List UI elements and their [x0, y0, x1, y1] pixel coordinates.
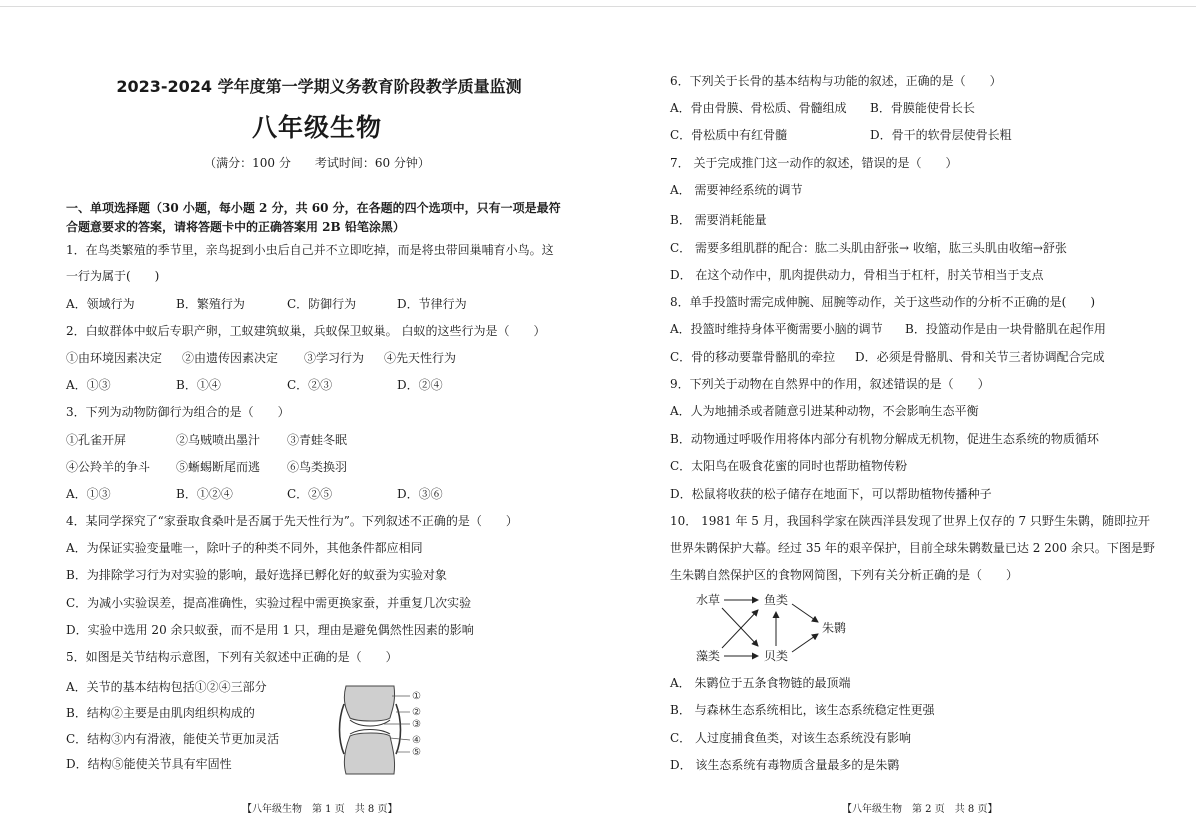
q3-statement-4: ④公羚羊的争斗: [66, 460, 151, 474]
q6-option-c: C．骨松质中有红骨髓: [670, 128, 788, 142]
joint-upper-bone: [344, 686, 394, 721]
q6-option-a: A．骨由骨膜、骨松质、骨髓组成: [670, 101, 847, 115]
q3-statement-1: ①孔雀开屏: [66, 433, 127, 447]
page-2-footer: 【八年级生物 第 2 页 共 8 页】: [842, 804, 998, 815]
q5-option-d: D．结构⑤能使关节具有牢固性: [66, 757, 232, 771]
q3-option-b: B．①②④: [176, 487, 233, 501]
q1-stem: 1．在鸟类繁殖的季节里，亲鸟捉到小虫后自己并不立即吃掉，而是将虫带回巢哺育小鸟。这: [66, 243, 554, 257]
node-shellfish: 贝类: [764, 649, 789, 663]
q7-option-a: A． 需要神经系统的调节: [670, 183, 803, 197]
joint-label-2: ②: [412, 707, 421, 718]
section-heading-cont: 合题意要求的答案，请将答题卡中的正确答案用 2B 铅笔涂黑）: [66, 220, 405, 234]
node-crested-ibis: 朱鹮: [822, 621, 847, 635]
joint-structure-diagram: [334, 684, 434, 776]
q2-statement-4: ④先天性行为: [384, 351, 457, 365]
q3-statement-5: ⑤蜥蜴断尾而逃: [176, 460, 261, 474]
q7-option-d: D． 在这个动作中，肌肉提供动力，骨相当于杠杆，肘关节相当于支点: [670, 268, 1044, 282]
q3-statement-3: ③青蛙冬眠: [287, 433, 348, 447]
q2-statement-1: ①由环境因素决定: [66, 351, 163, 365]
q2-option-b: B．①④: [176, 378, 221, 392]
q10-stem-cont-2: 生朱鹮自然保护区的食物网简图，下列有关分析正确的是（ ）: [670, 568, 1019, 582]
q4-option-c: C．为减小实验误差，提高准确性，实验过程中需更换家蚕，并重复几次实验: [66, 596, 472, 610]
q4-option-b: B．为排除学习行为对实验的影响，最好选择已孵化好的蚁蚕为实验对象: [66, 568, 447, 582]
q6-option-b: B．骨膜能使骨长长: [870, 101, 975, 115]
q1-option-d: D．节律行为: [397, 297, 467, 311]
q2-statement-3: ③学习行为: [304, 351, 365, 365]
q2-statement-2: ②由遗传因素决定: [182, 351, 279, 365]
joint-label-1: ①: [412, 691, 421, 702]
q10-option-a: A． 朱鹮位于五条食物链的最顶端: [670, 676, 851, 690]
q2-option-c: C．②③: [287, 378, 333, 392]
q6-option-d: D．骨干的软骨层使骨长粗: [870, 128, 1012, 142]
q3-option-a: A．①③: [66, 487, 111, 501]
q4-option-d: D．实验中选用 20 余只蚁蚕，而不是用 1 只，理由是避免偶然性因素的影响: [66, 623, 474, 637]
q8-stem: 8．单手投篮时需完成伸腕、屈腕等动作，关于这些动作的分析不正确的是( ): [670, 295, 1096, 309]
page-1-footer: 【八年级生物 第 1 页 共 8 页】: [242, 804, 398, 815]
q3-stem: 3．下列为动物防御行为组合的是（ ）: [66, 405, 290, 419]
q9-option-d: D．松鼠将收获的松子储存在地面下，可以帮助植物传播种子: [670, 487, 992, 501]
joint-label-4: ④: [412, 735, 421, 746]
joint-label-5: ⑤: [412, 747, 421, 758]
q2-option-d: D．②④: [397, 378, 443, 392]
arrow-shellfish-ibis: [792, 634, 818, 652]
arrow-algae-fish: [722, 610, 758, 648]
node-algae: 藻类: [696, 649, 721, 663]
q2-option-a: A．①③: [66, 378, 111, 392]
node-fish: 鱼类: [764, 593, 789, 607]
joint-lower-bone: [344, 733, 394, 774]
q7-stem: 7． 关于完成推门这一动作的叙述，错误的是（ ）: [670, 156, 958, 170]
q10-stem: 10． 1981 年 5 月，我国科学家在陕西洋县发现了世界上仅存的 7 只野生朱鹮，随即拉开: [670, 514, 1150, 528]
section-heading: 一、单项选择题（30 小题，每小题 2 分，共 60 分，在各题的四个选项中，只有一项是最符: [66, 201, 561, 215]
q9-option-c: C．太阳鸟在吸食花蜜的同时也帮助植物传粉: [670, 459, 908, 473]
q7-option-c: C． 需要多组肌群的配合：肱二头肌由舒张→ 收缩，肱三头肌由收缩→舒张: [670, 241, 1067, 255]
q5-option-c: C．结构③内有滑液，能使关节更加灵活: [66, 732, 280, 746]
q3-statement-2: ②乌贼喷出墨汁: [176, 433, 261, 447]
arrow-grass-shellfish: [722, 608, 758, 646]
q9-option-a: A．人为地捕杀或者随意引进某种动物，不会影响生态平衡: [670, 404, 979, 418]
q6-stem: 6．下列关于长骨的基本结构与功能的叙述，正确的是（ ）: [670, 74, 1002, 88]
q4-stem: 4．某同学探究了“家蚕取食桑叶是否属于先天性行为”。下列叙述不正确的是（ ）: [66, 514, 518, 528]
q8-option-b: B．投篮动作是由一块骨骼肌在起作用: [905, 322, 1106, 336]
node-water-grass: 水草: [696, 593, 721, 607]
q1-option-b: B．繁殖行为: [176, 297, 245, 311]
subject-title: 八年级生物: [251, 113, 382, 142]
q9-option-b: B．动物通过呼吸作用将体内部分有机物分解成无机物，促进生态系统的物质循环: [670, 432, 1099, 446]
joint-label-3: ③: [412, 719, 421, 730]
page-2: [598, 0, 1196, 832]
q3-statement-6: ⑥鸟类换羽: [287, 460, 348, 474]
q5-option-a: A．关节的基本结构包括①②④三部分: [66, 680, 267, 694]
q8-option-a: A．投篮时维持身体平衡需要小脑的调节: [670, 322, 883, 336]
q10-option-b: B． 与森林生态系统相比，该生态系统稳定性更强: [670, 703, 935, 717]
q8-option-d: D．必须是骨骼肌、骨和关节三者协调配合完成: [855, 350, 1105, 364]
q1-option-a: A．领域行为: [66, 297, 135, 311]
q8-option-c: C．骨的移动要靠骨骼肌的牵拉: [670, 350, 836, 364]
q3-option-c: C．②⑤: [287, 487, 333, 501]
exam-info: （满分：100 分 考试时间：60 分钟）: [204, 156, 430, 170]
q2-stem: 2．白蚁群体中蚁后专职产卵，工蚁建筑蚁巢，兵蚁保卫蚁巢。 白蚁的这些行为是（ ）: [66, 324, 546, 338]
q10-stem-cont-1: 世界朱鹮保护大幕。经过 35 年的艰辛保护，目前全球朱鹮数量已达 2 200 余只。下图是野: [670, 541, 1155, 555]
food-web-diagram: [694, 590, 874, 668]
arrow-fish-ibis: [792, 604, 818, 622]
q10-option-c: C． 人过度捕食鱼类，对该生态系统没有影响: [670, 731, 911, 745]
q1-stem-cont: 一行为属于( ): [66, 269, 160, 283]
q5-stem: 5．如图是关节结构示意图，下列有关叙述中正确的是（ ）: [66, 650, 398, 664]
q5-option-b: B．结构②主要是由肌肉组织构成的: [66, 706, 255, 720]
q10-option-d: D． 该生态系统有毒物质含量最多的是朱鹮: [670, 758, 900, 772]
joint-cavity: [350, 720, 390, 734]
q4-option-a: A．为保证实验变量唯一，除叶子的种类不同外，其他条件都应相同: [66, 541, 423, 555]
q1-option-c: C．防御行为: [287, 297, 357, 311]
exam-title: 2023-2024 学年度第一学期义务教育阶段教学质量监测: [116, 77, 522, 96]
q9-stem: 9．下列关于动物在自然界中的作用，叙述错误的是（ ）: [670, 377, 990, 391]
q3-option-d: D．③⑥: [397, 487, 443, 501]
q7-option-b: B． 需要消耗能量: [670, 213, 767, 227]
